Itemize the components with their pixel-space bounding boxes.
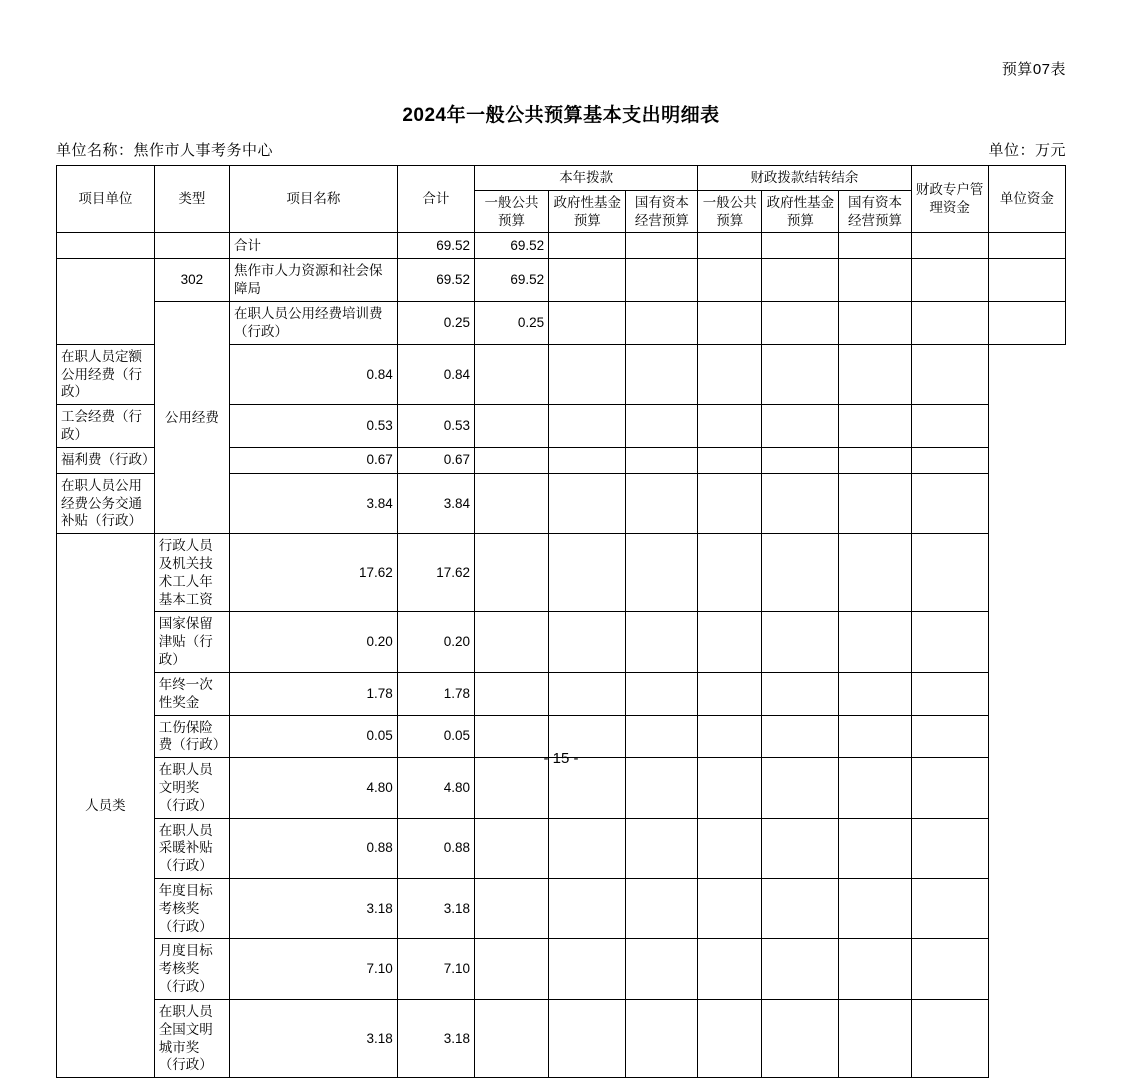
table-row — [57, 939, 1066, 999]
table-row — [57, 999, 1066, 1077]
col-header-name: 项目名称 — [229, 166, 397, 233]
cell-carryover-gov-fund — [762, 233, 839, 259]
cell-carryover-general — [626, 612, 698, 672]
page-title: 2024年一般公共预算基本支出明细表 — [402, 105, 720, 126]
cell-carryover-general — [626, 818, 698, 878]
meta-row — [56, 139, 1066, 160]
cell-general: 0.84 — [397, 344, 474, 404]
cell-gov-fund — [474, 612, 548, 672]
cell-name: 在职人员文明奖（行政） — [154, 758, 229, 818]
cell-state-capital — [626, 233, 698, 259]
cell-name: 工伤保险费（行政） — [154, 715, 229, 758]
cell-special-account — [839, 344, 911, 404]
cell-carryover-state-capital — [762, 672, 839, 715]
table-row — [57, 879, 1066, 939]
cell-unit-funds — [911, 672, 988, 715]
cell-state-capital — [626, 259, 698, 302]
cell-carryover-state-capital — [839, 233, 911, 259]
cell-name: 年度目标考核奖（行政） — [154, 879, 229, 939]
cell-carryover-gov-fund — [698, 447, 762, 473]
table-header — [57, 166, 1066, 233]
cell-name: 在职人员公用经费培训费（行政） — [229, 302, 397, 345]
table-row — [57, 534, 1066, 612]
cell-carryover-gov-fund — [762, 302, 839, 345]
cell-special-account — [911, 233, 988, 259]
cell-total: 17.62 — [229, 534, 397, 612]
cell-carryover-gov-fund — [698, 473, 762, 533]
cell-total: 0.84 — [229, 344, 397, 404]
cell-name: 行政人员及机关技术工人年基本工资 — [154, 534, 229, 612]
cell-carryover-state-capital — [762, 612, 839, 672]
cell-gov-fund — [474, 879, 548, 939]
cell-total: 0.67 — [229, 447, 397, 473]
cell-special-account — [839, 999, 911, 1077]
cell-unit-funds — [911, 612, 988, 672]
cell-gov-fund — [474, 672, 548, 715]
cell-carryover-state-capital — [762, 447, 839, 473]
cell-general: 3.84 — [397, 473, 474, 533]
cell-carryover-gov-fund — [698, 534, 762, 612]
cell-general: 0.25 — [474, 302, 548, 345]
cell-unit-funds — [911, 344, 988, 404]
cell-unit-funds — [911, 405, 988, 448]
unit-name-label: 单位名称：焦作市人事考务中心 — [56, 142, 274, 159]
cell-carryover-gov-fund — [698, 405, 762, 448]
cell-carryover-gov-fund — [698, 672, 762, 715]
cell-type: 公用经费 — [154, 302, 229, 534]
cell-general: 3.18 — [397, 999, 474, 1077]
col-header-special-account: 财政专户管理资金 — [911, 166, 988, 233]
cell-general: 69.52 — [474, 233, 548, 259]
cell-type — [154, 233, 229, 259]
cell-total: 0.88 — [229, 818, 397, 878]
cell-state-capital — [549, 473, 626, 533]
cell-carryover-general — [626, 879, 698, 939]
cell-name: 国家保留津贴（行政） — [154, 612, 229, 672]
col-header-carryover-state-capital-budget: 国有资本经营预算 — [839, 190, 911, 233]
cell-gov-fund — [474, 473, 548, 533]
cell-carryover-state-capital — [762, 344, 839, 404]
cell-name: 年终一次性奖金 — [154, 672, 229, 715]
cell-total: 3.18 — [229, 879, 397, 939]
cell-carryover-general — [626, 344, 698, 404]
cell-carryover-state-capital — [762, 534, 839, 612]
cell-carryover-state-capital — [839, 259, 911, 302]
table-row — [57, 612, 1066, 672]
cell-special-account — [911, 302, 988, 345]
cell-carryover-state-capital — [762, 999, 839, 1077]
cell-general: 0.20 — [397, 612, 474, 672]
cell-carryover-state-capital — [839, 302, 911, 345]
table-row — [57, 672, 1066, 715]
cell-general: 1.78 — [397, 672, 474, 715]
cell-total: 4.80 — [229, 758, 397, 818]
page-number: - 15 - — [543, 750, 579, 767]
cell-name: 福利费（行政） — [57, 447, 155, 473]
cell-unit-funds — [911, 999, 988, 1077]
cell-name: 工会经费（行政） — [57, 405, 155, 448]
form-code: 预算07表 — [1001, 61, 1066, 78]
cell-general: 4.80 — [397, 758, 474, 818]
cell-special-account — [839, 612, 911, 672]
col-group-carryover: 财政拨款结转结余 — [698, 166, 911, 191]
cell-gov-fund — [474, 534, 548, 612]
cell-gov-fund — [474, 999, 548, 1077]
cell-type: 人员类 — [57, 534, 155, 1078]
cell-special-account — [839, 672, 911, 715]
cell-unit-funds — [988, 233, 1065, 259]
cell-total: 1.78 — [229, 672, 397, 715]
col-header-gov-fund-budget: 政府性基金预算 — [549, 190, 626, 233]
cell-name: 在职人员定额公用经费（行政） — [57, 344, 155, 404]
cell-carryover-state-capital — [762, 879, 839, 939]
cell-general: 7.10 — [397, 939, 474, 999]
cell-gov-fund — [474, 818, 548, 878]
col-header-total: 合计 — [397, 166, 474, 233]
cell-gov-fund — [474, 447, 548, 473]
cell-gov-fund — [474, 939, 548, 999]
unit-measure-label: 单位：万元 — [988, 142, 1066, 159]
cell-state-capital — [549, 534, 626, 612]
cell-unit-funds — [911, 939, 988, 999]
cell-carryover-gov-fund — [698, 344, 762, 404]
cell-carryover-general — [626, 939, 698, 999]
cell-carryover-general — [698, 259, 762, 302]
cell-carryover-general — [626, 672, 698, 715]
table-row — [57, 818, 1066, 878]
col-header-general-budget: 一般公共预算 — [474, 190, 548, 233]
table-row — [57, 302, 1066, 345]
cell-special-account — [839, 534, 911, 612]
cell-name: 在职人员采暖补贴（行政） — [154, 818, 229, 878]
cell-total: 3.84 — [229, 473, 397, 533]
cell-unit-funds — [988, 302, 1065, 345]
cell-general: 17.62 — [397, 534, 474, 612]
cell-carryover-general — [626, 534, 698, 612]
col-header-type: 类型 — [154, 166, 229, 233]
cell-state-capital — [549, 447, 626, 473]
cell-carryover-gov-fund — [762, 259, 839, 302]
cell-state-capital — [549, 818, 626, 878]
cell-total: 69.52 — [397, 233, 474, 259]
cell-state-capital — [549, 612, 626, 672]
cell-unit-funds — [911, 818, 988, 878]
cell-carryover-general — [698, 302, 762, 345]
table-body — [57, 233, 1066, 1078]
cell-special-account — [911, 259, 988, 302]
cell-general: 0.05 — [397, 715, 474, 758]
col-group-current-appropriation: 本年拨款 — [474, 166, 697, 191]
cell-total: 0.53 — [229, 405, 397, 448]
cell-carryover-state-capital — [762, 818, 839, 878]
table-header-group-row — [57, 166, 1066, 191]
cell-gov-fund — [474, 405, 548, 448]
cell-special-account — [839, 473, 911, 533]
cell-state-capital — [626, 302, 698, 345]
budget-table — [56, 165, 1066, 1078]
cell-general: 0.67 — [397, 447, 474, 473]
cell-carryover-gov-fund — [698, 879, 762, 939]
cell-total: 3.18 — [229, 999, 397, 1077]
cell-state-capital — [549, 939, 626, 999]
cell-total: 7.10 — [229, 939, 397, 999]
cell-unit-funds — [911, 447, 988, 473]
cell-name: 在职人员全国文明城市奖（行政） — [154, 999, 229, 1077]
cell-total: 0.20 — [229, 612, 397, 672]
cell-carryover-state-capital — [762, 405, 839, 448]
cell-carryover-general — [626, 473, 698, 533]
cell-general: 69.52 — [474, 259, 548, 302]
cell-carryover-gov-fund — [698, 939, 762, 999]
col-header-state-capital-budget: 国有资本经营预算 — [626, 190, 698, 233]
cell-total: 69.52 — [397, 259, 474, 302]
cell-carryover-general — [626, 447, 698, 473]
cell-special-account — [839, 405, 911, 448]
table-row — [57, 259, 1066, 302]
cell-gov-fund — [549, 259, 626, 302]
cell-state-capital — [549, 344, 626, 404]
cell-carryover-general — [626, 405, 698, 448]
cell-gov-fund — [549, 233, 626, 259]
cell-general: 0.88 — [397, 818, 474, 878]
cell-special-account — [839, 818, 911, 878]
cell-carryover-gov-fund — [698, 612, 762, 672]
cell-type: 302 — [154, 259, 229, 302]
cell-gov-fund — [474, 344, 548, 404]
cell-state-capital — [549, 879, 626, 939]
cell-name: 合计 — [229, 233, 397, 259]
cell-general: 3.18 — [397, 879, 474, 939]
cell-special-account — [839, 879, 911, 939]
cell-state-capital — [549, 672, 626, 715]
col-header-carryover-general-budget: 一般公共预算 — [698, 190, 762, 233]
col-header-unit-funds: 单位资金 — [988, 166, 1065, 233]
cell-unit-funds — [911, 473, 988, 533]
col-header-unit: 项目单位 — [57, 166, 155, 233]
cell-name: 在职人员公用经费公务交通补贴（行政） — [57, 473, 155, 533]
table-row — [57, 233, 1066, 259]
cell-special-account — [839, 939, 911, 999]
cell-total: 0.25 — [397, 302, 474, 345]
cell-special-account — [839, 447, 911, 473]
cell-general: 0.53 — [397, 405, 474, 448]
cell-carryover-general — [626, 999, 698, 1077]
cell-unit-funds — [911, 879, 988, 939]
cell-gov-fund — [549, 302, 626, 345]
cell-unit-funds — [988, 259, 1065, 302]
cell-carryover-state-capital — [762, 473, 839, 533]
cell-name: 焦作市人力资源和社会保障局 — [229, 259, 397, 302]
cell-unit-funds — [911, 534, 988, 612]
cell-carryover-gov-fund — [698, 818, 762, 878]
col-header-carryover-gov-fund-budget: 政府性基金预算 — [762, 190, 839, 233]
cell-carryover-state-capital — [762, 939, 839, 999]
cell-name: 月度目标考核奖（行政） — [154, 939, 229, 999]
cell-unit — [57, 233, 155, 259]
cell-carryover-gov-fund — [698, 999, 762, 1077]
cell-unit — [57, 259, 155, 344]
cell-state-capital — [549, 999, 626, 1077]
cell-total: 0.05 — [229, 715, 397, 758]
cell-carryover-general — [698, 233, 762, 259]
cell-state-capital — [549, 405, 626, 448]
